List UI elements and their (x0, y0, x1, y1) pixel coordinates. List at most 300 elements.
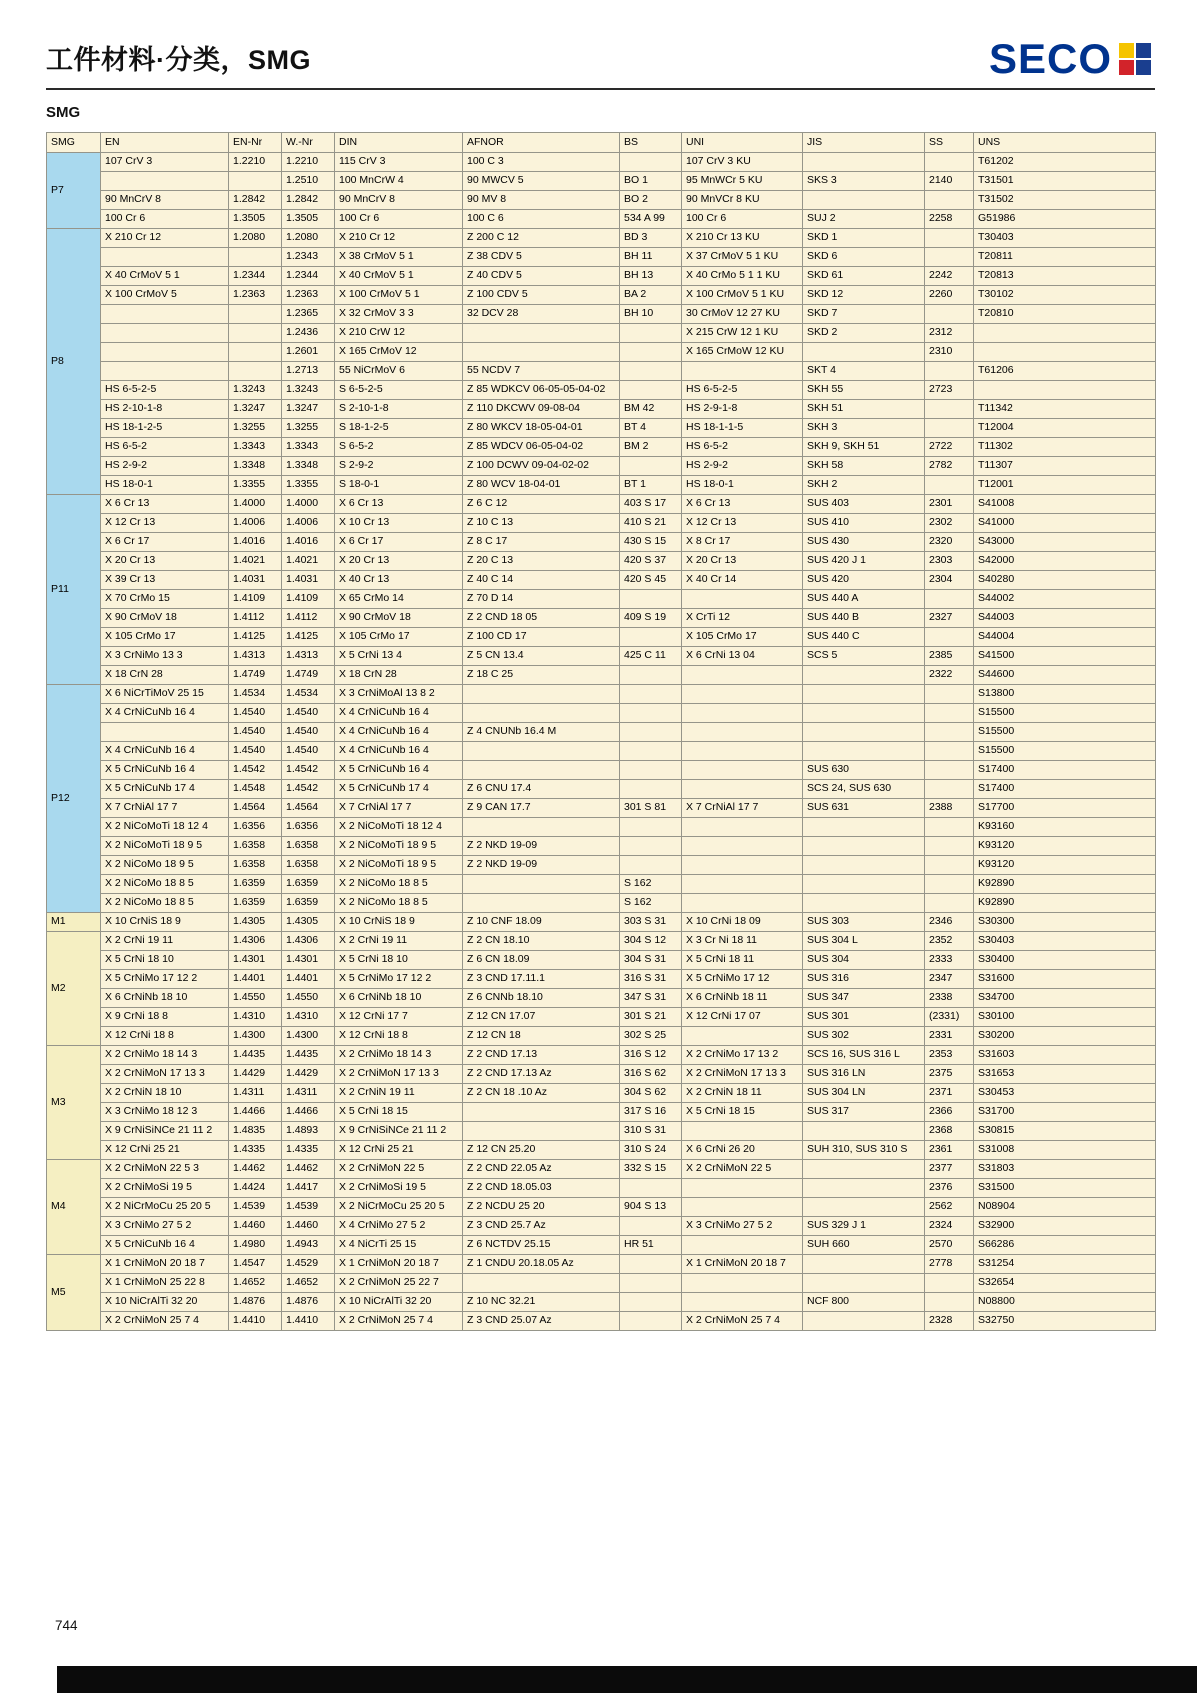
table-row (47, 362, 1156, 381)
table-cell: Z 6 CN 18.09 (463, 951, 620, 970)
table-cell: Z 12 CN 25.20 (463, 1141, 620, 1160)
table-cell: S31008 (974, 1141, 1156, 1160)
table-cell (620, 343, 682, 362)
table-cell: 2338 (925, 989, 974, 1008)
table-row (47, 495, 1156, 514)
table-cell (101, 305, 229, 324)
table-cell: X 5 CrNi 18 15 (335, 1103, 463, 1122)
table-row (47, 457, 1156, 476)
table-cell (620, 381, 682, 400)
table-cell: 1.4429 (229, 1065, 282, 1084)
table-cell: X 40 CrMoV 5 1 (335, 267, 463, 286)
table-cell (101, 324, 229, 343)
table-cell: Z 8 C 17 (463, 533, 620, 552)
table-cell: SKD 6 (803, 248, 925, 267)
table-cell (925, 856, 974, 875)
table-cell: 2346 (925, 913, 974, 932)
column-header-ss: SS (925, 133, 974, 153)
table-cell: 2352 (925, 932, 974, 951)
column-header-smg: SMG (47, 133, 101, 153)
table-cell: X 6 CrNiNb 18 11 (682, 989, 803, 1008)
table-cell: X 6 Cr 17 (335, 533, 463, 552)
table-cell (925, 837, 974, 856)
table-cell: 317 S 16 (620, 1103, 682, 1122)
table-cell: S32654 (974, 1274, 1156, 1293)
table-cell: 1.4540 (282, 723, 335, 742)
table-cell: S41008 (974, 495, 1156, 514)
table-cell: 1.4542 (229, 761, 282, 780)
table-cell: 1.3255 (229, 419, 282, 438)
table-cell: 1.4876 (282, 1293, 335, 1312)
table-cell: 2368 (925, 1122, 974, 1141)
table-cell: 1.4000 (229, 495, 282, 514)
table-cell: 1.3355 (282, 476, 335, 495)
table-cell: X 2 CrNiMoN 17 13 3 (335, 1065, 463, 1084)
logo-square-2 (1136, 43, 1151, 58)
table-cell: BM 42 (620, 400, 682, 419)
table-cell: 1.4540 (282, 742, 335, 761)
table-cell: 1.3348 (282, 457, 335, 476)
table-row (47, 514, 1156, 533)
table-cell: 1.4943 (282, 1236, 335, 1255)
table-cell (620, 742, 682, 761)
table-cell (682, 818, 803, 837)
table-cell: 2570 (925, 1236, 974, 1255)
table-cell: Z 2 CND 17.13 Az (463, 1065, 620, 1084)
table-cell: X 105 CrMo 17 (682, 628, 803, 647)
table-cell: 1.4534 (282, 685, 335, 704)
table-row (47, 1198, 1156, 1217)
table-cell: 1.6359 (229, 894, 282, 913)
table-row (47, 761, 1156, 780)
section-label: SMG (46, 104, 81, 121)
table-row (47, 856, 1156, 875)
table-cell: 1.4335 (229, 1141, 282, 1160)
table-row (47, 438, 1156, 457)
table-cell (925, 400, 974, 419)
table-cell: X 10 CrNiS 18 9 (101, 913, 229, 932)
seco-logo-mark-icon (1119, 43, 1151, 75)
table-cell: 30 CrMoV 12 27 KU (682, 305, 803, 324)
table-cell: SKD 1 (803, 229, 925, 248)
table-cell: SUS 317 (803, 1103, 925, 1122)
table-cell: X 2 CrNiN 18 10 (101, 1084, 229, 1103)
table-cell (229, 343, 282, 362)
table-cell: X 6 CrNiNb 18 10 (101, 989, 229, 1008)
table-cell: Z 3 CND 25.07 Az (463, 1312, 620, 1331)
table-cell: X 5 CrNi 18 11 (682, 951, 803, 970)
table-cell: 1.6358 (229, 856, 282, 875)
table-cell: 1.4310 (282, 1008, 335, 1027)
table-cell: SUS 430 (803, 533, 925, 552)
table-cell (682, 1122, 803, 1141)
table-cell: SKH 58 (803, 457, 925, 476)
table-cell: X 2 CrNiMoN 25 7 4 (335, 1312, 463, 1331)
table-row (47, 951, 1156, 970)
table-row (47, 1084, 1156, 1103)
table-cell: X 6 Cr 13 (335, 495, 463, 514)
table-cell: S44003 (974, 609, 1156, 628)
table-cell: HS 18-0-1 (682, 476, 803, 495)
table-cell: K93120 (974, 856, 1156, 875)
table-cell: X 40 Cr 14 (682, 571, 803, 590)
table-cell: 1.4306 (282, 932, 335, 951)
table-cell: 55 NiCrMoV 6 (335, 362, 463, 381)
table-cell (463, 818, 620, 837)
table-row (47, 153, 1156, 172)
table-cell: 1.4300 (282, 1027, 335, 1046)
table-cell: X 10 NiCrAlTi 32 20 (101, 1293, 229, 1312)
table-cell (925, 305, 974, 324)
table-cell: X 12 CrNi 25 21 (101, 1141, 229, 1160)
table-cell: 2778 (925, 1255, 974, 1274)
table-row (47, 837, 1156, 856)
table-cell: SUS 347 (803, 989, 925, 1008)
table-cell: Z 20 C 13 (463, 552, 620, 571)
table-cell: X 12 CrNi 17 7 (335, 1008, 463, 1027)
table-cell: SUS 329 J 1 (803, 1217, 925, 1236)
table-cell: X 7 CrNiAl 17 7 (682, 799, 803, 818)
column-header-uni: UNI (682, 133, 803, 153)
table-row (47, 286, 1156, 305)
table-cell: S31603 (974, 1046, 1156, 1065)
column-header-afnor: AFNOR (463, 133, 620, 153)
table-cell: X 5 CrNiCuNb 16 4 (335, 761, 463, 780)
table-cell: X 20 Cr 13 (335, 552, 463, 571)
table-cell (925, 685, 974, 704)
table-cell: S44004 (974, 628, 1156, 647)
table-cell: 100 Cr 6 (101, 210, 229, 229)
table-cell: X 2 CrNiMoSi 19 5 (335, 1179, 463, 1198)
bottom-bar (57, 1666, 1197, 1693)
table-cell: X 12 CrNi 17 07 (682, 1008, 803, 1027)
table-cell: 410 S 21 (620, 514, 682, 533)
table-cell: X 3 CrNiMo 27 5 2 (682, 1217, 803, 1236)
table-cell: 1.4310 (229, 1008, 282, 1027)
table-cell (682, 761, 803, 780)
table-cell (463, 742, 620, 761)
table-cell (925, 248, 974, 267)
table-cell: 1.4417 (282, 1179, 335, 1198)
table-cell: Z 5 CN 13.4 (463, 647, 620, 666)
table-cell: K93120 (974, 837, 1156, 856)
table-cell: 2723 (925, 381, 974, 400)
table-row (47, 1312, 1156, 1331)
table-cell: SUS 303 (803, 913, 925, 932)
table-cell: X 37 CrMoV 5 1 KU (682, 248, 803, 267)
table-cell: Z 85 WDKCV 06-05-05-04-02 (463, 381, 620, 400)
table-row (47, 989, 1156, 1008)
table-cell: X 6 Cr 13 (101, 495, 229, 514)
table-cell: X 6 CrNi 13 04 (682, 647, 803, 666)
table-cell: S 2-10-1-8 (335, 400, 463, 419)
table-cell: X 18 CrN 28 (335, 666, 463, 685)
table-cell (620, 1293, 682, 1312)
smg-group-m1: M1 (47, 913, 101, 932)
table-cell: S32900 (974, 1217, 1156, 1236)
table-cell (229, 248, 282, 267)
table-cell: 347 S 31 (620, 989, 682, 1008)
table-cell: X 7 CrNiAl 17 7 (101, 799, 229, 818)
table-cell: SUS 410 (803, 514, 925, 533)
table-cell: X 2 CrNi 19 11 (101, 932, 229, 951)
table-cell: 2333 (925, 951, 974, 970)
table-cell: 1.4462 (282, 1160, 335, 1179)
table-cell: SUS 301 (803, 1008, 925, 1027)
table-cell: 1.4112 (282, 609, 335, 628)
table-row (47, 799, 1156, 818)
table-cell: 1.4125 (229, 628, 282, 647)
table-cell (463, 894, 620, 913)
table-cell: S30200 (974, 1027, 1156, 1046)
table-cell: T12001 (974, 476, 1156, 495)
table-cell (463, 685, 620, 704)
column-header-uns: UNS (974, 133, 1156, 153)
table-cell: S 18-1-2-5 (335, 419, 463, 438)
table-cell: N08800 (974, 1293, 1156, 1312)
table-cell: X 70 CrMo 15 (101, 590, 229, 609)
table-cell: X 10 CrNiS 18 9 (335, 913, 463, 932)
table-cell: Z 85 WDCV 06-05-04-02 (463, 438, 620, 457)
table-cell: 1.4000 (282, 495, 335, 514)
table-cell: X 6 NiCrTiMoV 25 15 (101, 685, 229, 704)
table-cell (925, 590, 974, 609)
table-row (47, 1103, 1156, 1122)
table-cell: SUS 630 (803, 761, 925, 780)
table-cell: 1.4109 (282, 590, 335, 609)
table-cell: Z 9 CAN 17.7 (463, 799, 620, 818)
table-cell: SKD 7 (803, 305, 925, 324)
table-cell: X 210 Cr 13 KU (682, 229, 803, 248)
table-cell: 403 S 17 (620, 495, 682, 514)
table-cell: HS 2-9-1-8 (682, 400, 803, 419)
table-cell: 1.6356 (229, 818, 282, 837)
table-cell: K92890 (974, 875, 1156, 894)
table-cell: 1.4031 (229, 571, 282, 590)
table-cell (925, 1274, 974, 1293)
table-cell: BM 2 (620, 438, 682, 457)
table-cell: Z 100 CDV 5 (463, 286, 620, 305)
table-cell: SUS 304 LN (803, 1084, 925, 1103)
table-cell (974, 324, 1156, 343)
table-cell: 1.6358 (229, 837, 282, 856)
table-cell: 1.2363 (229, 286, 282, 305)
table-cell: Z 3 CND 17.11.1 (463, 970, 620, 989)
table-cell: 2258 (925, 210, 974, 229)
table-cell: 1.4548 (229, 780, 282, 799)
table-row (47, 552, 1156, 571)
table-cell: 1.3348 (229, 457, 282, 476)
table-cell: 1.4539 (282, 1198, 335, 1217)
table-cell: S43000 (974, 533, 1156, 552)
table-cell: 1.4313 (229, 647, 282, 666)
table-cell (682, 1293, 803, 1312)
table-cell: S17700 (974, 799, 1156, 818)
table-cell: X 7 CrNiAl 17 7 (335, 799, 463, 818)
table-cell: BT 1 (620, 476, 682, 495)
table-cell: 420 S 45 (620, 571, 682, 590)
table-cell: 1.6359 (282, 894, 335, 913)
table-row (47, 210, 1156, 229)
table-cell (925, 723, 974, 742)
table-cell (925, 894, 974, 913)
table-cell: HS 2-9-2 (682, 457, 803, 476)
table-cell: 32 DCV 28 (463, 305, 620, 324)
table-cell: S40280 (974, 571, 1156, 590)
table-cell: X 210 Cr 12 (335, 229, 463, 248)
table-cell: S34700 (974, 989, 1156, 1008)
table-cell (925, 875, 974, 894)
table-cell (682, 1274, 803, 1293)
table-cell: 107 CrV 3 KU (682, 153, 803, 172)
table-cell: 1.3505 (229, 210, 282, 229)
seco-logo (988, 35, 1151, 82)
column-header-en: EN (101, 133, 229, 153)
table-cell (682, 1179, 803, 1198)
table-cell: 1.4547 (229, 1255, 282, 1274)
table-cell: Z 6 CNU 17.4 (463, 780, 620, 799)
table-cell: 1.4401 (282, 970, 335, 989)
table-cell: Z 6 NCTDV 25.15 (463, 1236, 620, 1255)
table-cell: X 12 Cr 13 (101, 514, 229, 533)
table-cell: 1.6356 (282, 818, 335, 837)
table-cell: 2328 (925, 1312, 974, 1331)
table-cell: 1.4542 (282, 761, 335, 780)
table-cell: 904 S 13 (620, 1198, 682, 1217)
table-cell: 1.4109 (229, 590, 282, 609)
table-cell: 55 NCDV 7 (463, 362, 620, 381)
table-cell: 2375 (925, 1065, 974, 1084)
table-cell: HR 51 (620, 1236, 682, 1255)
table-cell: Z 100 CD 17 (463, 628, 620, 647)
smg-group-m5: M5 (47, 1255, 101, 1331)
table-cell (803, 723, 925, 742)
table-cell: 1.4466 (282, 1103, 335, 1122)
table-cell (925, 476, 974, 495)
table-cell (620, 457, 682, 476)
table-cell (803, 153, 925, 172)
table-cell (925, 780, 974, 799)
table-cell: Z 4 CNUNb 16.4 M (463, 723, 620, 742)
table-cell: X 2 CrNi 19 11 (335, 932, 463, 951)
table-cell: Z 80 WCV 18-04-01 (463, 476, 620, 495)
table-cell: S30453 (974, 1084, 1156, 1103)
table-cell: K92890 (974, 894, 1156, 913)
table-cell (620, 1255, 682, 1274)
table-cell: X 3 CrNiMo 27 5 2 (101, 1217, 229, 1236)
table-cell: 1.2436 (282, 324, 335, 343)
table-cell: NCF 800 (803, 1293, 925, 1312)
table-cell (463, 704, 620, 723)
table-cell (463, 1103, 620, 1122)
table-cell: 1.3255 (282, 419, 335, 438)
table-cell: HS 18-1-1-5 (682, 419, 803, 438)
table-cell: 1.6359 (229, 875, 282, 894)
table-cell: 1.4031 (282, 571, 335, 590)
table-cell: X 2 NiCoMo 18 8 5 (101, 875, 229, 894)
table-cell: 100 Cr 6 (335, 210, 463, 229)
table-cell (682, 362, 803, 381)
table-cell: X 2 NiCrMoCu 25 20 5 (101, 1198, 229, 1217)
table-cell: 425 C 11 (620, 647, 682, 666)
table-cell: X 100 CrMoV 5 1 KU (682, 286, 803, 305)
table-cell: 107 CrV 3 (101, 153, 229, 172)
table-cell: 1.4306 (229, 932, 282, 951)
table-cell: X 210 CrW 12 (335, 324, 463, 343)
table-cell: Z 12 CN 18 (463, 1027, 620, 1046)
table-cell: SCS 16, SUS 316 L (803, 1046, 925, 1065)
table-cell: 1.4534 (229, 685, 282, 704)
table-cell: Z 100 DCWV 09-04-02-02 (463, 457, 620, 476)
table-cell: X 1 CrNiMoN 20 18 7 (682, 1255, 803, 1274)
table-cell: S17400 (974, 780, 1156, 799)
table-cell: 1.4301 (282, 951, 335, 970)
table-cell: SKH 51 (803, 400, 925, 419)
smg-group-p7: P7 (47, 153, 101, 229)
table-row (47, 1122, 1156, 1141)
table-cell (925, 818, 974, 837)
table-cell: 1.4301 (229, 951, 282, 970)
table-cell: Z 110 DKCWV 09-08-04 (463, 400, 620, 419)
table-cell: 301 S 81 (620, 799, 682, 818)
table-cell: 1.4305 (282, 913, 335, 932)
table-cell (925, 761, 974, 780)
table-cell: Z 12 CN 17.07 (463, 1008, 620, 1027)
table-cell: X 2 CrNiMoN 17 13 3 (101, 1065, 229, 1084)
table-cell (620, 1274, 682, 1293)
table-cell (974, 343, 1156, 362)
table-cell: X 5 CrNiCuNb 16 4 (101, 1236, 229, 1255)
table-cell: X 2 NiCoMo 18 8 5 (101, 894, 229, 913)
table-cell: S30403 (974, 932, 1156, 951)
table-row (47, 590, 1156, 609)
table-cell: S31700 (974, 1103, 1156, 1122)
table-cell: 1.4313 (282, 647, 335, 666)
table-cell (803, 191, 925, 210)
table-cell: 2320 (925, 533, 974, 552)
table-cell: 1.4016 (282, 533, 335, 552)
table-cell: 1.4466 (229, 1103, 282, 1122)
table-cell: 1.4335 (282, 1141, 335, 1160)
table-cell: X 10 Cr 13 (335, 514, 463, 533)
table-cell: 100 Cr 6 (682, 210, 803, 229)
table-row (47, 533, 1156, 552)
table-cell: X 9 CrNi 18 8 (101, 1008, 229, 1027)
table-cell: X 40 Cr 13 (335, 571, 463, 590)
table-cell: S30400 (974, 951, 1156, 970)
table-cell (620, 666, 682, 685)
table-row (47, 1008, 1156, 1027)
column-header-din: DIN (335, 133, 463, 153)
table-cell: 2260 (925, 286, 974, 305)
table-cell: X 12 CrNi 18 8 (335, 1027, 463, 1046)
table-cell: X 4 CrNiCuNb 16 4 (335, 742, 463, 761)
table-cell: 1.4529 (282, 1255, 335, 1274)
table-row (47, 609, 1156, 628)
smg-table-head-row (47, 133, 1156, 153)
table-cell: 316 S 62 (620, 1065, 682, 1084)
smg-group-m3: M3 (47, 1046, 101, 1160)
table-cell: 1.2343 (282, 248, 335, 267)
table-cell: X 2 NiCoMoTi 18 9 5 (335, 837, 463, 856)
table-cell: X 2 CrNiN 19 11 (335, 1084, 463, 1103)
table-cell: SUS 631 (803, 799, 925, 818)
table-cell: X 5 CrNiMo 17 12 2 (101, 970, 229, 989)
table-cell: X 1 CrNiMoN 25 22 8 (101, 1274, 229, 1293)
table-row (47, 894, 1156, 913)
table-cell: Z 6 C 12 (463, 495, 620, 514)
table-cell: 1.2080 (229, 229, 282, 248)
